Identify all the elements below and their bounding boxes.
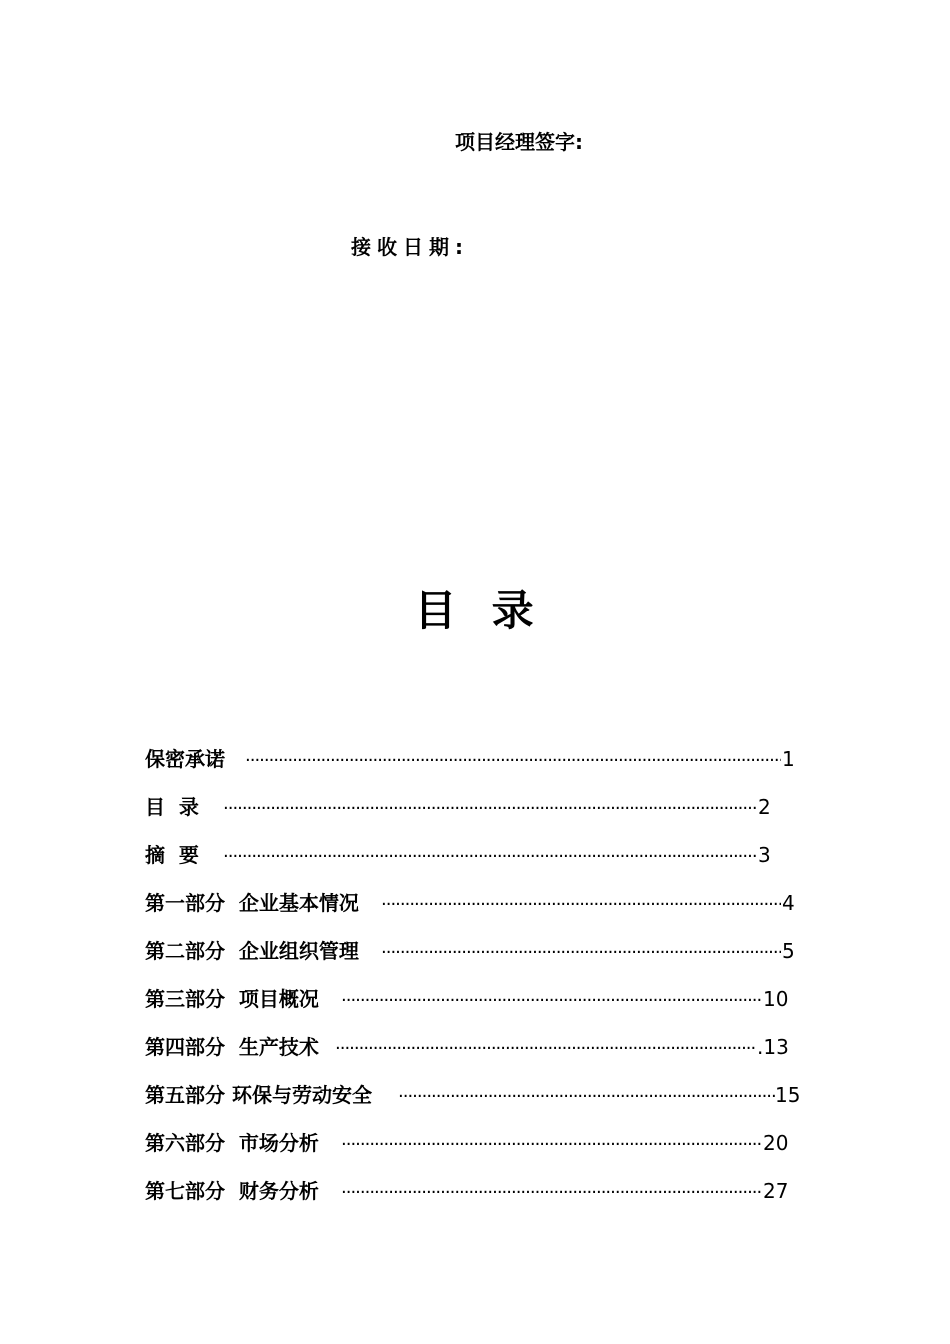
- toc-dot-leader: [341, 985, 763, 1013]
- receipt-date-label: 接收日期:: [351, 235, 469, 259]
- toc-dot-leader: [398, 1081, 775, 1109]
- toc-entry-label: 目 录: [145, 795, 206, 819]
- toc-entry-part-7[interactable]: [145, 1177, 825, 1225]
- toc-entry-part-3[interactable]: [145, 985, 825, 1033]
- toc-page-number: 1: [782, 747, 795, 771]
- toc-page-number: 10: [763, 987, 789, 1011]
- toc-dot-leader: [341, 1129, 763, 1157]
- toc-page-number: 20: [763, 1131, 789, 1155]
- toc-page-number: .13: [757, 1035, 789, 1059]
- toc-entry-label: 保密承诺: [145, 747, 232, 771]
- toc-entry-label: 第一部分 企业基本情况: [145, 891, 359, 915]
- toc-title: 目 录: [414, 586, 536, 635]
- toc-dot-leader: [381, 937, 781, 965]
- toc-entry-label: 第四部分 生产技术: [145, 1035, 319, 1059]
- toc-page-number: 5: [782, 939, 795, 963]
- toc-entry-label: 第六部分 市场分析: [145, 1131, 326, 1155]
- toc-entry-part-2[interactable]: [145, 937, 825, 985]
- toc-page-number: 15: [775, 1083, 801, 1107]
- toc-entry-label: 摘 要: [145, 843, 206, 867]
- toc-dot-leader: [381, 889, 781, 917]
- toc-dot-leader: [223, 841, 758, 869]
- toc-entry-summary[interactable]: [145, 841, 825, 889]
- toc-entry-label: 第七部分 财务分析: [145, 1179, 326, 1203]
- toc-dot-leader: [223, 793, 758, 821]
- toc-entry-part-4[interactable]: [145, 1033, 825, 1081]
- toc-dot-leader: [245, 745, 781, 773]
- toc-entry-part-1[interactable]: [145, 889, 825, 937]
- toc-entry-confidentiality[interactable]: [145, 745, 825, 793]
- toc-page-number: 4: [782, 891, 795, 915]
- toc-entry-contents[interactable]: [145, 793, 825, 841]
- toc-dot-leader: [335, 1033, 757, 1061]
- toc-page-number: 27: [763, 1179, 789, 1203]
- toc-page-number: 3: [758, 843, 771, 867]
- toc-dot-leader: [341, 1177, 763, 1205]
- toc-entry-part-6[interactable]: [145, 1129, 825, 1177]
- project-manager-signature-label: 项目经理签字:: [455, 130, 583, 154]
- toc-entry-label: 第二部分 企业组织管理: [145, 939, 359, 963]
- toc-page-number: 2: [758, 795, 771, 819]
- toc-entry-label: 第五部分 环保与劳动安全: [145, 1083, 372, 1107]
- table-of-contents: [145, 745, 825, 1225]
- toc-entry-part-5[interactable]: [145, 1081, 825, 1129]
- toc-entry-label: 第三部分 项目概况: [145, 987, 326, 1011]
